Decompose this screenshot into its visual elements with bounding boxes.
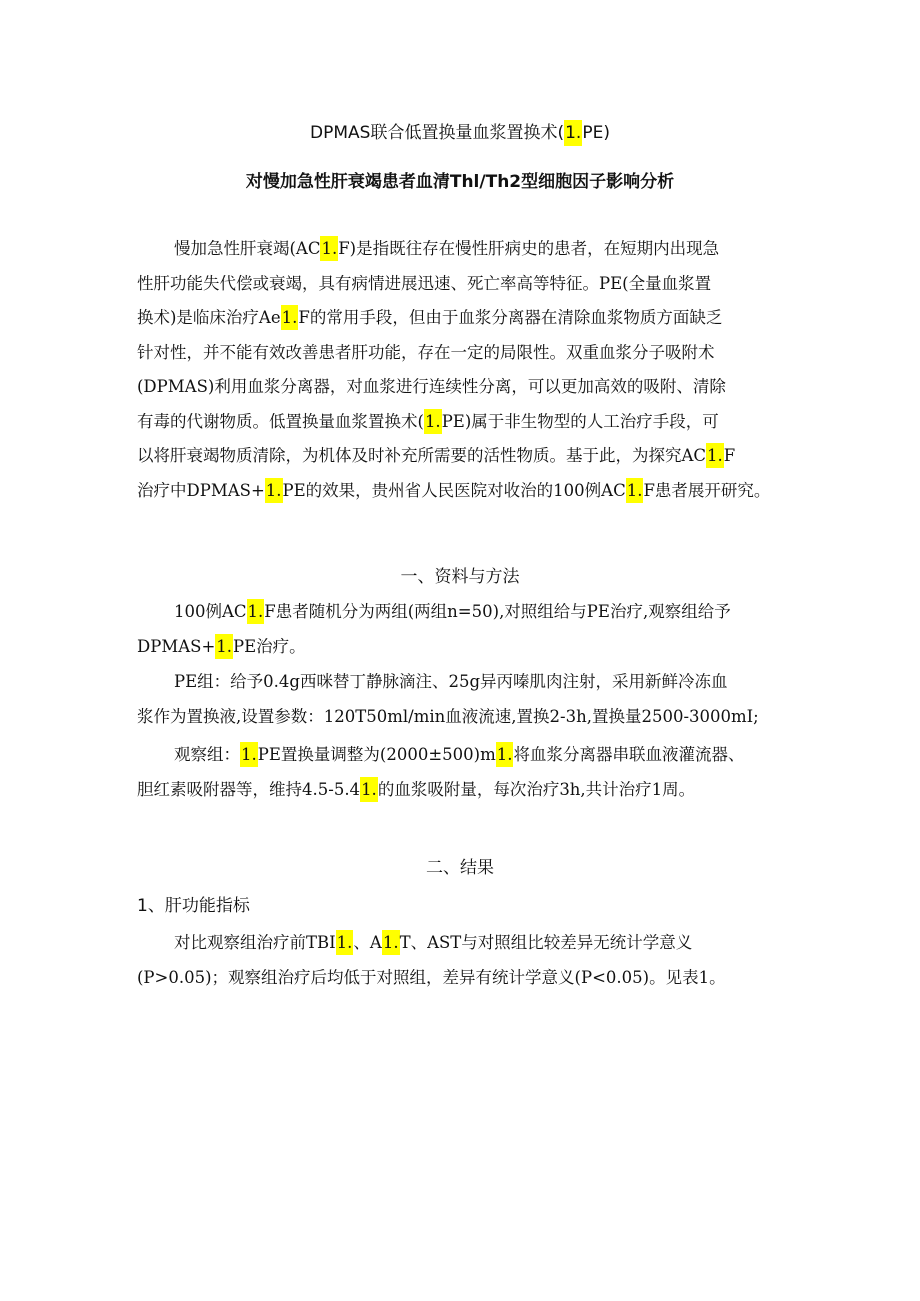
highlighted-text: 1.	[265, 478, 283, 503]
text-line	[137, 370, 787, 405]
methods-paragraph-pe-group	[137, 665, 787, 734]
subheading-liver-function: 1、肝功能指标	[137, 896, 250, 916]
intro-paragraph	[137, 232, 787, 508]
text-run: PE)	[582, 123, 610, 143]
text-run: 将血浆分离器串联血液灌流器、	[513, 745, 745, 764]
title-line-1	[0, 121, 920, 145]
text-line	[137, 595, 787, 630]
text-run: 对比观察组治疗前TBI	[174, 933, 336, 952]
text-line	[137, 439, 787, 474]
text-run: PE的效果，贵州省人民医院对收治的100例AC	[282, 480, 626, 500]
text-run: T、AST与对照组比较差异无统计学意义	[399, 933, 693, 952]
text-run: 观察组：	[174, 745, 240, 764]
text-run: 有毒的代谢物质。低置换量血浆置换术(	[137, 411, 424, 431]
text-run: F	[723, 446, 736, 465]
text-run: 对慢加急性肝衰竭患者血清Thl/Th2型细胞因子影响分析	[245, 172, 675, 192]
text-line	[137, 665, 787, 700]
text-run: F患者随机分为两组(两组n=50),对照组给与PE治疗,观察组给予	[264, 602, 731, 621]
text-run: 慢加急性肝衰竭(AC	[174, 239, 321, 258]
text-line	[137, 738, 787, 773]
highlighted-text: 1.	[626, 478, 644, 503]
text-line	[137, 700, 787, 735]
highlighted-text: 1.	[240, 742, 258, 767]
highlighted-text: 1.	[360, 777, 378, 802]
highlighted-text: 1.	[564, 120, 582, 146]
highlighted-text: 1.	[281, 305, 299, 330]
section-heading-methods: 一、资料与方法	[400, 567, 520, 587]
text-line	[137, 474, 787, 509]
text-line	[137, 630, 787, 665]
text-run: 以将肝衰竭物质清除，为机体及时补充所需要的活性物质。基于此，为探究AC	[137, 446, 707, 465]
text-line	[137, 336, 787, 371]
text-run: 性肝功能失代偿或衰竭，具有病情进展迅速、死亡率高等特征。PE(全量血浆置	[137, 273, 712, 293]
text-run: DPMAS+	[137, 636, 216, 656]
text-run: 针对性，并不能有效改善患者肝功能，存在一定的局限性。双重血浆分子吸附术	[137, 342, 715, 362]
highlighted-text: 1.	[382, 930, 400, 955]
section-heading-results: 二、结果	[426, 858, 494, 878]
text-run: F)是指既往存在慢性肝病史的患者，在短期内出现急	[338, 239, 720, 258]
text-run: (DPMAS)利用血浆分离器，对血浆进行连续性分离，可以更加高效的吸附、清除	[137, 377, 726, 396]
text-line	[137, 405, 787, 440]
title-line-2	[0, 170, 920, 194]
text-run: 胆红素吸附器等，维持4.5-5.4	[137, 779, 361, 799]
text-line	[137, 267, 787, 302]
highlighted-text: 1.	[247, 599, 265, 624]
text-run: PE治疗。	[233, 636, 306, 656]
text-line	[137, 232, 787, 267]
methods-paragraph-observation-group	[137, 738, 787, 807]
text-run: PE组：给予0.4g西咪替丁静脉滴注、25g异丙嗪肌肉注射，采用新鲜冷冻血	[174, 672, 728, 691]
text-run: 100例AC	[174, 602, 247, 621]
text-run: 浆作为置换液,设置参数：120T50ml/min血液流速,置换2-3h,置换量2500-3000mI;	[137, 706, 759, 726]
text-line	[137, 773, 787, 808]
text-line	[137, 301, 787, 336]
results-paragraph	[137, 926, 787, 995]
highlighted-text: 1.	[215, 634, 233, 659]
text-run: 的血浆吸附量，每次治疗3h,共计治疗1周。	[377, 779, 696, 799]
text-run: PE)属于非生物型的人工治疗手段，可	[441, 411, 719, 431]
text-run: 治疗中DPMAS+	[137, 480, 265, 500]
highlighted-text: 1.	[320, 236, 338, 261]
text-line	[137, 926, 787, 961]
methods-paragraph-grouping	[137, 595, 787, 664]
text-run: 、A	[353, 933, 382, 952]
text-run: (P>0.05)；观察组治疗后均低于对照组，差异有统计学意义(P<0.05)。见表1。	[137, 967, 726, 987]
text-line	[137, 961, 787, 996]
text-run: 换术)是临床治疗Ae	[137, 308, 281, 327]
text-run: F患者展开研究。	[643, 480, 771, 500]
highlighted-text: 1.	[496, 742, 514, 767]
text-run: PE置换量调整为(2000±500)m	[257, 745, 496, 764]
highlighted-text: 1.	[336, 930, 354, 955]
text-run: DPMAS联合低置换量血浆置换术(	[310, 123, 565, 143]
highlighted-text: 1.	[424, 409, 442, 434]
text-run: F的常用手段，但由于血浆分离器在清除血浆物质方面缺乏	[298, 308, 723, 327]
highlighted-text: 1.	[706, 443, 724, 468]
